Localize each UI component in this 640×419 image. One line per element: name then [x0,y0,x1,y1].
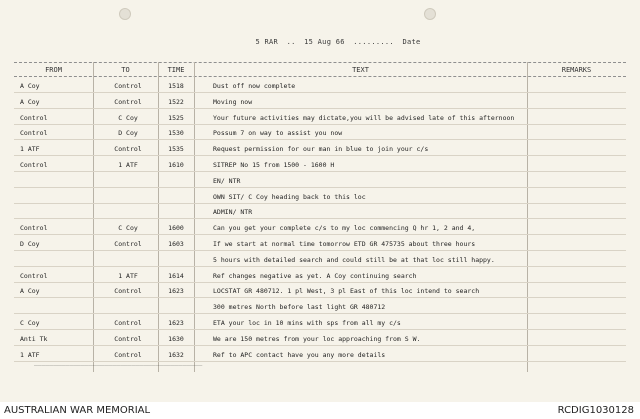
cell-time: 1623 [168,319,184,327]
cell-to: Control [114,319,142,327]
cell-time: 1623 [168,287,184,296]
cell-to: C Coy [118,224,138,233]
cell-time: 1600 [168,224,184,233]
col-header-to: TO [121,66,130,74]
date-label: Date [402,38,421,46]
row-rule [14,250,626,251]
row-rule [14,345,626,346]
cell-time: 1610 [168,161,184,169]
cell-text: Dust off now complete [213,82,296,90]
row-rule [14,124,626,125]
cell-to: Control [114,287,142,296]
cell-text: We are 150 metres from your loc approaching from S W. [213,334,421,343]
cell-from: C Coy [20,319,40,327]
cell-to: D Coy [118,129,138,138]
row-rule [14,171,626,172]
archive-footer [0,402,640,419]
cell-text: SITREP No 15 from 1500 - 1600 H [213,161,335,169]
row-rule [14,92,626,93]
cell-from: A Coy [20,97,40,106]
cell-to: C Coy [118,113,138,122]
cell-to: Control [114,145,142,154]
cell-to: 1 ATF [118,271,138,280]
cell-from: Control [20,271,48,280]
cell-from: Control [20,161,48,169]
archive-name: AUSTRALIAN WAR MEMORIAL [4,405,151,416]
cell-time: 1530 [168,129,184,138]
cell-text: Can you get your complete c/s to my loc commencing Q hr 1, 2 and 4, [213,224,476,233]
cell-from: A Coy [20,82,40,90]
cell-text: ETA your loc in 10 mins with sps from all my c/s [213,319,401,327]
row-rule [14,203,626,204]
col-header-time: TIME [167,66,185,74]
row-rule [14,139,626,140]
cell-to: Control [114,97,142,106]
row-rule [14,266,626,267]
archive-reference: RCDIG1030128 [557,405,634,416]
row-rule [14,108,626,109]
cell-text: OWN SIT/ C Coy heading back to this loc [213,192,366,201]
divider [14,76,626,77]
cell-time: 1632 [168,350,184,359]
col-header-text: TEXT [352,66,369,74]
cell-text: Ref changes negative as yet. A Coy continuing search [213,271,417,280]
cell-text: If we start at normal time tomorrow ETD GR 475735 about three hours [213,240,476,248]
cell-time: 1630 [168,334,184,343]
cell-time: 1614 [168,271,184,280]
cell-text: LOCSTAT GR 480712. 1 pl West, 3 pl East of this loc intend to search [213,287,480,296]
row-rule [14,297,626,298]
row-rule [14,234,626,235]
cell-to: 1 ATF [118,161,138,169]
cell-time: 1525 [168,113,184,122]
cell-to: Control [114,82,142,90]
cell-text: ADMIN/ NTR [213,208,253,217]
cell-text: Ref to APC contact have you any more details [213,350,386,359]
cell-to: Control [114,350,142,359]
row-rule [14,218,626,219]
unit-name: 5 RAR [255,38,279,46]
cell-from: D Coy [20,240,40,248]
cell-text: 300 metres North before last light GR 480712 [213,303,386,312]
cell-text: Your future activities may dictate,you will be advised late of this afternoon [213,113,515,122]
cell-time: 1603 [168,240,184,248]
row-rule [14,187,626,188]
cell-text: Possum 7 on way to assist you now [213,129,343,138]
cell-to: Control [114,240,142,248]
punch-hole [119,8,131,20]
overstrike-remnant: ——————————————————————————————————————————— [34,361,203,369]
col-header-remarks: REMARKS [561,66,592,74]
cell-from: Control [20,224,48,233]
cell-time: 1518 [168,82,184,90]
sheet-header: 5 RAR .. 15 Aug 66 ......... Date [255,38,421,46]
cell-text: Request permission for our man in blue to join your c/s [213,145,429,154]
cell-text: Moving now [213,97,253,106]
row-rule [14,329,626,330]
cell-text: 5 hours with detailed search and could still be at that loc still happy. [213,255,495,264]
cell-text: EN/ NTR [213,176,241,185]
cell-from: 1 ATF [20,350,40,359]
cell-from: Control [20,129,48,138]
date-value: 15 Aug 66 [304,38,345,46]
cell-time: 1535 [168,145,184,154]
row-rule [14,313,626,314]
row-rule [14,282,626,283]
cell-time: 1522 [168,97,184,106]
cell-from: A Coy [20,287,40,296]
divider [14,62,626,63]
cell-from: Anti Tk [20,334,48,343]
cell-from: 1 ATF [20,145,40,154]
col-header-from: FROM [45,66,62,74]
punch-hole [424,8,436,20]
cell-from: Control [20,113,48,122]
cell-to: Control [114,334,142,343]
row-rule [14,155,626,156]
